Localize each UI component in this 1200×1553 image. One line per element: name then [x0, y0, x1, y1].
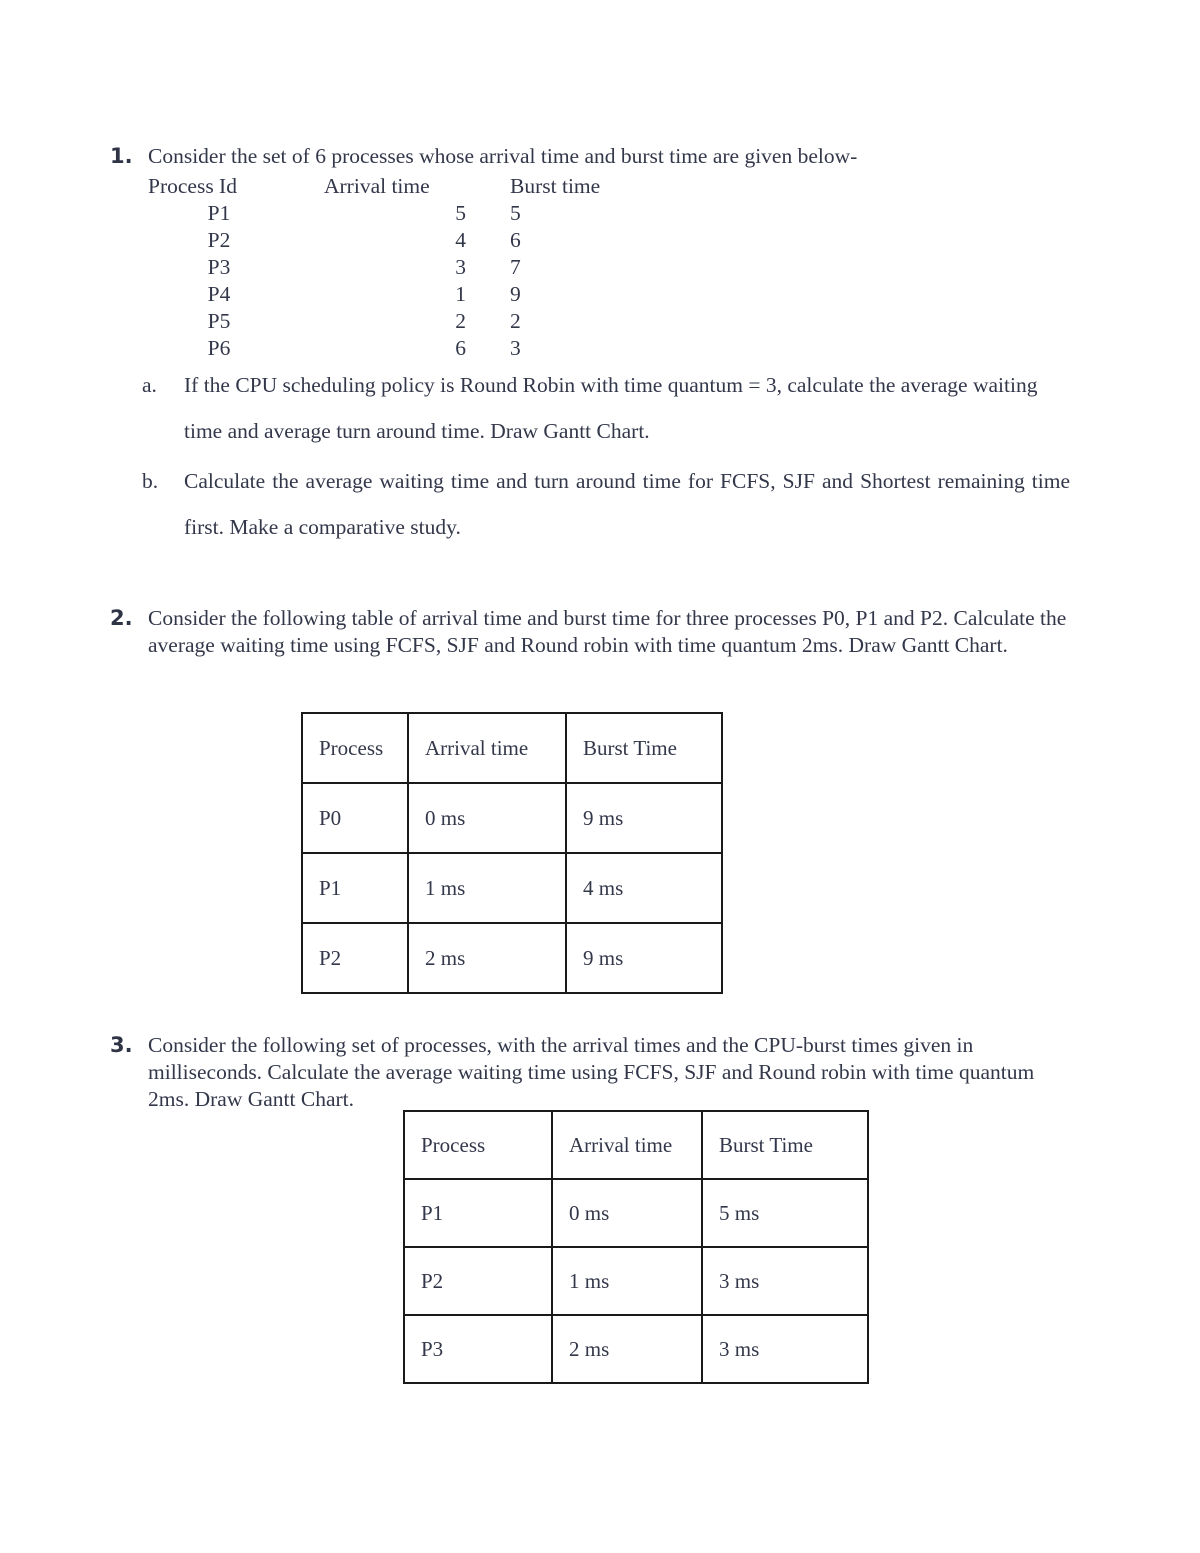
question-1-subitems	[142, 362, 1070, 554]
plainlist-cell-burst-time: 9	[510, 282, 521, 306]
question-1-stem	[148, 143, 1070, 170]
plainlist-header-burst-time: Burst time	[510, 174, 601, 198]
table-cell-process: P3	[404, 1315, 552, 1383]
table-cell-arrival-time: 0 ms	[552, 1179, 702, 1247]
plainlist-cell-burst-time: 5	[510, 201, 521, 225]
table-cell-burst-time: 3 ms	[702, 1247, 868, 1315]
table-row	[404, 1247, 868, 1315]
question-2	[110, 605, 1070, 659]
table-cell-arrival-time: 2 ms	[552, 1315, 702, 1383]
plainlist-cell-process-id: P3	[207, 255, 231, 279]
table-header-burst-time: Burst Time	[702, 1111, 868, 1179]
subitem-b-text: Calculate the average waiting time and turn around time for FCFS, SJF and Shortest remaining time first. Make a comparative study.	[184, 469, 1070, 539]
table-cell-arrival-time: 2 ms	[408, 923, 566, 993]
table-cell-arrival-time: 1 ms	[552, 1247, 702, 1315]
table-row	[404, 1315, 868, 1383]
table-cell-arrival-time: 1 ms	[408, 853, 566, 923]
table-header-arrival-time: Arrival time	[408, 713, 566, 783]
plainlist-row	[148, 227, 640, 254]
question-2-stem	[148, 605, 1070, 659]
plainlist-header-process-id: Process Id	[148, 174, 237, 198]
plainlist-header-row	[148, 173, 640, 200]
plainlist-cell-process-id: P2	[207, 228, 231, 252]
plainlist-cell-burst-time: 6	[510, 228, 521, 252]
plainlist-cell-arrival-time: 3	[455, 255, 466, 279]
plainlist-cell-arrival-time: 5	[455, 201, 466, 225]
plainlist-cell-arrival-time: 2	[455, 309, 466, 333]
table-cell-burst-time: 3 ms	[702, 1315, 868, 1383]
question-1-subitem-a	[142, 362, 1070, 454]
subitem-a-text: If the CPU scheduling policy is Round Robin with time quantum = 3, calculate the average waiting time and average turn around time. Draw Gantt Chart.	[184, 373, 1038, 443]
table-cell-process: P0	[302, 783, 408, 853]
table-header-process: Process	[404, 1111, 552, 1179]
question-2-table	[301, 712, 723, 994]
plainlist-row	[148, 281, 640, 308]
plainlist-row	[148, 254, 640, 281]
plainlist-cell-process-id: P5	[207, 309, 231, 333]
plainlist-cell-burst-time: 3	[510, 336, 521, 360]
table-header-row	[302, 713, 722, 783]
question-3-stem-text: Consider the following set of processes, with the arrival times and the CPU-burst times given in milliseconds. Calculate the average waiting time using FCFS, SJF and Round robin with time quantum 2ms. Draw Gantt Chart.	[148, 1033, 1035, 1111]
table-cell-burst-time: 9 ms	[566, 783, 722, 853]
plainlist-cell-arrival-time: 4	[455, 228, 466, 252]
question-2-number: 2.	[110, 606, 133, 630]
table-cell-process: P1	[404, 1179, 552, 1247]
plainlist-cell-burst-time: 2	[510, 309, 521, 333]
table-row	[302, 783, 722, 853]
question-1-stem-text: Consider the set of 6 processes whose arrival time and burst time are given below-	[148, 144, 858, 168]
question-3-table	[403, 1110, 869, 1384]
table-header-burst-time: Burst Time	[566, 713, 722, 783]
plainlist-cell-burst-time: 7	[510, 255, 521, 279]
table-cell-process: P2	[302, 923, 408, 993]
table-cell-burst-time: 4 ms	[566, 853, 722, 923]
question-1-subitem-b	[142, 458, 1070, 550]
table-row	[302, 923, 722, 993]
question-1	[110, 143, 1070, 170]
plainlist-cell-arrival-time: 6	[455, 336, 466, 360]
question-2-stem-text: Consider the following table of arrival time and burst time for three processes P0, P1 and P2. Calculate the average waiting time using FCFS, SJF and Round robin with time quantum 2ms. Draw Gantt Chart.	[148, 606, 1067, 657]
question-3	[110, 1032, 1070, 1113]
subitem-a-letter: a.	[142, 373, 157, 397]
plainlist-cell-process-id: P6	[207, 336, 231, 360]
plainlist-row	[148, 308, 640, 335]
plainlist-cell-arrival-time: 1	[455, 282, 466, 306]
table-row	[302, 853, 722, 923]
plainlist-header-arrival-time: Arrival time	[324, 174, 430, 198]
question-3-number: 3.	[110, 1033, 133, 1057]
plainlist-cell-process-id: P1	[207, 201, 231, 225]
table-header-row	[404, 1111, 868, 1179]
table-row	[404, 1179, 868, 1247]
table-header-arrival-time: Arrival time	[552, 1111, 702, 1179]
subitem-b-letter: b.	[142, 469, 159, 493]
table-cell-burst-time: 9 ms	[566, 923, 722, 993]
plainlist-row	[148, 200, 640, 227]
plainlist-row	[148, 335, 640, 362]
table-cell-arrival-time: 0 ms	[408, 783, 566, 853]
table-cell-process: P2	[404, 1247, 552, 1315]
question-1-number: 1.	[110, 144, 133, 168]
question-1-process-list	[148, 173, 640, 362]
table-cell-burst-time: 5 ms	[702, 1179, 868, 1247]
question-3-stem	[148, 1032, 1070, 1113]
plainlist-cell-process-id: P4	[207, 282, 231, 306]
table-header-process: Process	[302, 713, 408, 783]
table-cell-process: P1	[302, 853, 408, 923]
